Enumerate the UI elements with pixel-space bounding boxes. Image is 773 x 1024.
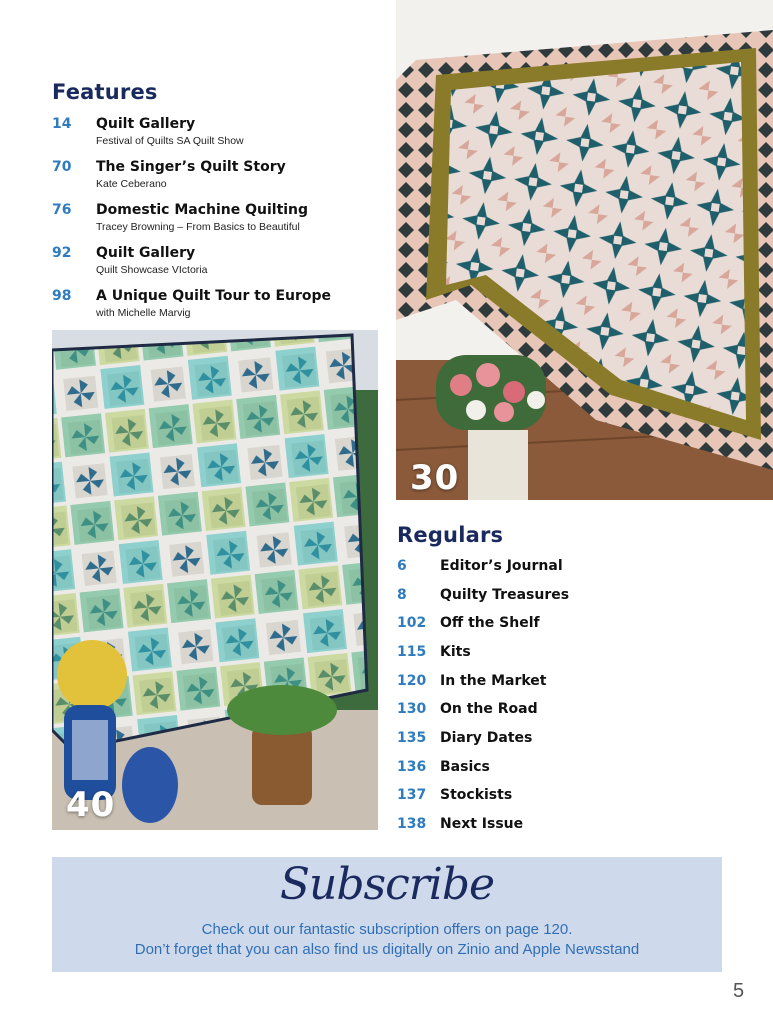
regular-item[interactable] <box>397 759 677 781</box>
regular-page-number: 6 <box>397 558 407 574</box>
regular-item[interactable] <box>397 587 677 609</box>
regular-title: On the Road <box>440 701 538 717</box>
photo-page-number: 30 <box>410 458 460 498</box>
regular-page-number: 115 <box>397 644 427 660</box>
regular-title: Diary Dates <box>440 730 533 746</box>
regular-title: Editor’s Journal <box>440 558 563 574</box>
subscribe-offer-text: Check out our fantastic subscription offers on page 120. <box>201 921 573 938</box>
subscribe-banner[interactable] <box>52 857 722 972</box>
feature-title: A Unique Quilt Tour to Europe <box>96 288 332 304</box>
regular-item[interactable] <box>397 673 677 695</box>
star-quilt-photo <box>396 0 773 500</box>
regular-title: Off the Shelf <box>440 615 540 631</box>
regular-item[interactable] <box>397 615 677 637</box>
feature-subtitle: with Michelle Marvig <box>96 307 191 319</box>
feature-subtitle: Quilt Showcase VIctoria <box>96 264 208 276</box>
feature-subtitle: Tracey Browning – From Basics to Beautiful <box>96 221 300 233</box>
feature-page-number: 76 <box>52 202 72 218</box>
regulars-heading: Regulars <box>397 523 504 547</box>
regular-page-number: 136 <box>397 759 427 775</box>
photo-page-number: 40 <box>66 785 116 825</box>
regular-title: In the Market <box>440 673 547 689</box>
feature-page-number: 14 <box>52 116 72 132</box>
regular-title: Stockists <box>440 787 513 803</box>
regular-page-number: 138 <box>397 816 427 832</box>
feature-title: Domestic Machine Quilting <box>96 202 309 218</box>
subscribe-heading: Subscribe <box>279 859 495 910</box>
feature-page-number: 98 <box>52 288 72 304</box>
regular-title: Next Issue <box>440 816 524 832</box>
regular-page-number: 137 <box>397 787 427 803</box>
regular-title: Kits <box>440 644 471 660</box>
regular-page-number: 130 <box>397 701 427 717</box>
star-quilt-illustration <box>396 0 773 500</box>
regular-item[interactable] <box>397 701 677 723</box>
regular-page-number: 102 <box>397 615 427 631</box>
pinwheel-quilt-illustration <box>52 330 378 830</box>
page-number: 5 <box>733 980 745 1002</box>
regular-page-number: 120 <box>397 673 427 689</box>
subscribe-digital-text: Don’t forget that you can also find us digitally on Zinio and Apple Newsstand <box>134 941 640 958</box>
feature-title: The Singer’s Quilt Story <box>96 159 286 175</box>
regular-item[interactable] <box>397 787 677 809</box>
feature-page-number: 70 <box>52 159 72 175</box>
regular-item[interactable] <box>397 816 677 838</box>
feature-subtitle: Kate Ceberano <box>96 178 167 190</box>
features-heading: Features <box>52 80 158 104</box>
regular-item[interactable] <box>397 644 677 666</box>
feature-subtitle: Festival of Quilts SA Quilt Show <box>96 135 244 147</box>
feature-title: Quilt Gallery <box>96 116 196 132</box>
feature-page-number: 92 <box>52 245 72 261</box>
regular-title: Basics <box>440 759 490 775</box>
feature-title: Quilt Gallery <box>96 245 196 261</box>
regular-item[interactable] <box>397 558 677 580</box>
pinwheel-quilt-photo <box>52 330 378 830</box>
regular-item[interactable] <box>397 730 677 752</box>
regular-page-number: 135 <box>397 730 427 746</box>
regular-title: Quilty Treasures <box>440 587 570 603</box>
regular-page-number: 8 <box>397 587 407 603</box>
